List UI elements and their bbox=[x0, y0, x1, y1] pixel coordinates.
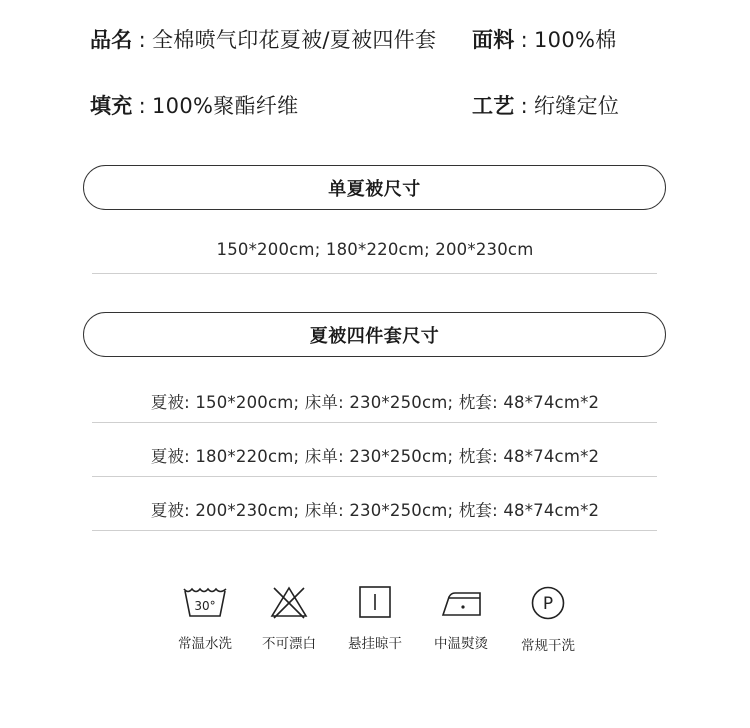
single-size-list: 150*200cm; 180*220cm; 200*230cm bbox=[216, 240, 534, 259]
care-item-dry-clean bbox=[503, 585, 593, 654]
divider bbox=[92, 476, 657, 477]
set-size-row: 夏被: 150*200cm; 床单: 230*250cm; 枕套: 48*74cm*2 bbox=[150, 393, 600, 412]
care-item-iron bbox=[416, 585, 506, 652]
spec-filling: 填充 : 100%聚酯纤维 bbox=[90, 94, 299, 118]
spec-craft: 工艺 : 绗缝定位 bbox=[472, 94, 620, 118]
spec-filling-key: 填充 bbox=[90, 94, 133, 118]
spec-name-key: 品名 bbox=[90, 28, 133, 52]
set-size-title: 夏被四件套尺寸 bbox=[83, 312, 666, 357]
spec-filling-value: 100%聚酯纤维 bbox=[152, 94, 299, 118]
no-bleach-icon bbox=[269, 585, 309, 619]
spec-craft-key: 工艺 bbox=[472, 94, 515, 118]
set-size-row: 夏被: 180*220cm; 床单: 230*250cm; 枕套: 48*74cm*2 bbox=[150, 447, 600, 466]
dry-clean-p-icon bbox=[530, 585, 566, 621]
set-size-row: 夏被: 200*230cm; 床单: 230*250cm; 枕套: 48*74cm*2 bbox=[150, 501, 600, 520]
care-label: 常温水洗 bbox=[178, 636, 232, 652]
divider bbox=[92, 273, 657, 274]
care-label: 不可漂白 bbox=[262, 636, 316, 652]
care-label: 常规干洗 bbox=[521, 638, 575, 654]
care-label: 中温熨烫 bbox=[434, 636, 488, 652]
spec-name: 品名 : 全棉喷气印花夏被/夏被四件套 bbox=[90, 28, 437, 52]
care-item-hang-dry bbox=[330, 585, 420, 652]
spec-fabric: 面料 : 100%棉 bbox=[472, 28, 617, 52]
spec-craft-value: 绗缝定位 bbox=[534, 94, 620, 118]
wash-30-icon bbox=[182, 585, 228, 619]
care-label: 悬挂晾干 bbox=[348, 636, 402, 652]
care-item-wash bbox=[160, 585, 250, 652]
dry-clean-letter: P bbox=[542, 594, 554, 614]
hang-dry-icon bbox=[358, 585, 392, 619]
spec-name-value: 全棉喷气印花夏被/夏被四件套 bbox=[152, 28, 437, 52]
care-item-no-bleach bbox=[244, 585, 334, 652]
iron-medium-icon bbox=[439, 585, 483, 619]
spec-fabric-value: 100%棉 bbox=[534, 28, 617, 52]
divider bbox=[92, 422, 657, 423]
wash-temp-text: 30° bbox=[194, 599, 216, 613]
divider bbox=[92, 530, 657, 531]
single-size-title: 单夏被尺寸 bbox=[83, 165, 666, 210]
spec-fabric-key: 面料 bbox=[472, 28, 515, 52]
